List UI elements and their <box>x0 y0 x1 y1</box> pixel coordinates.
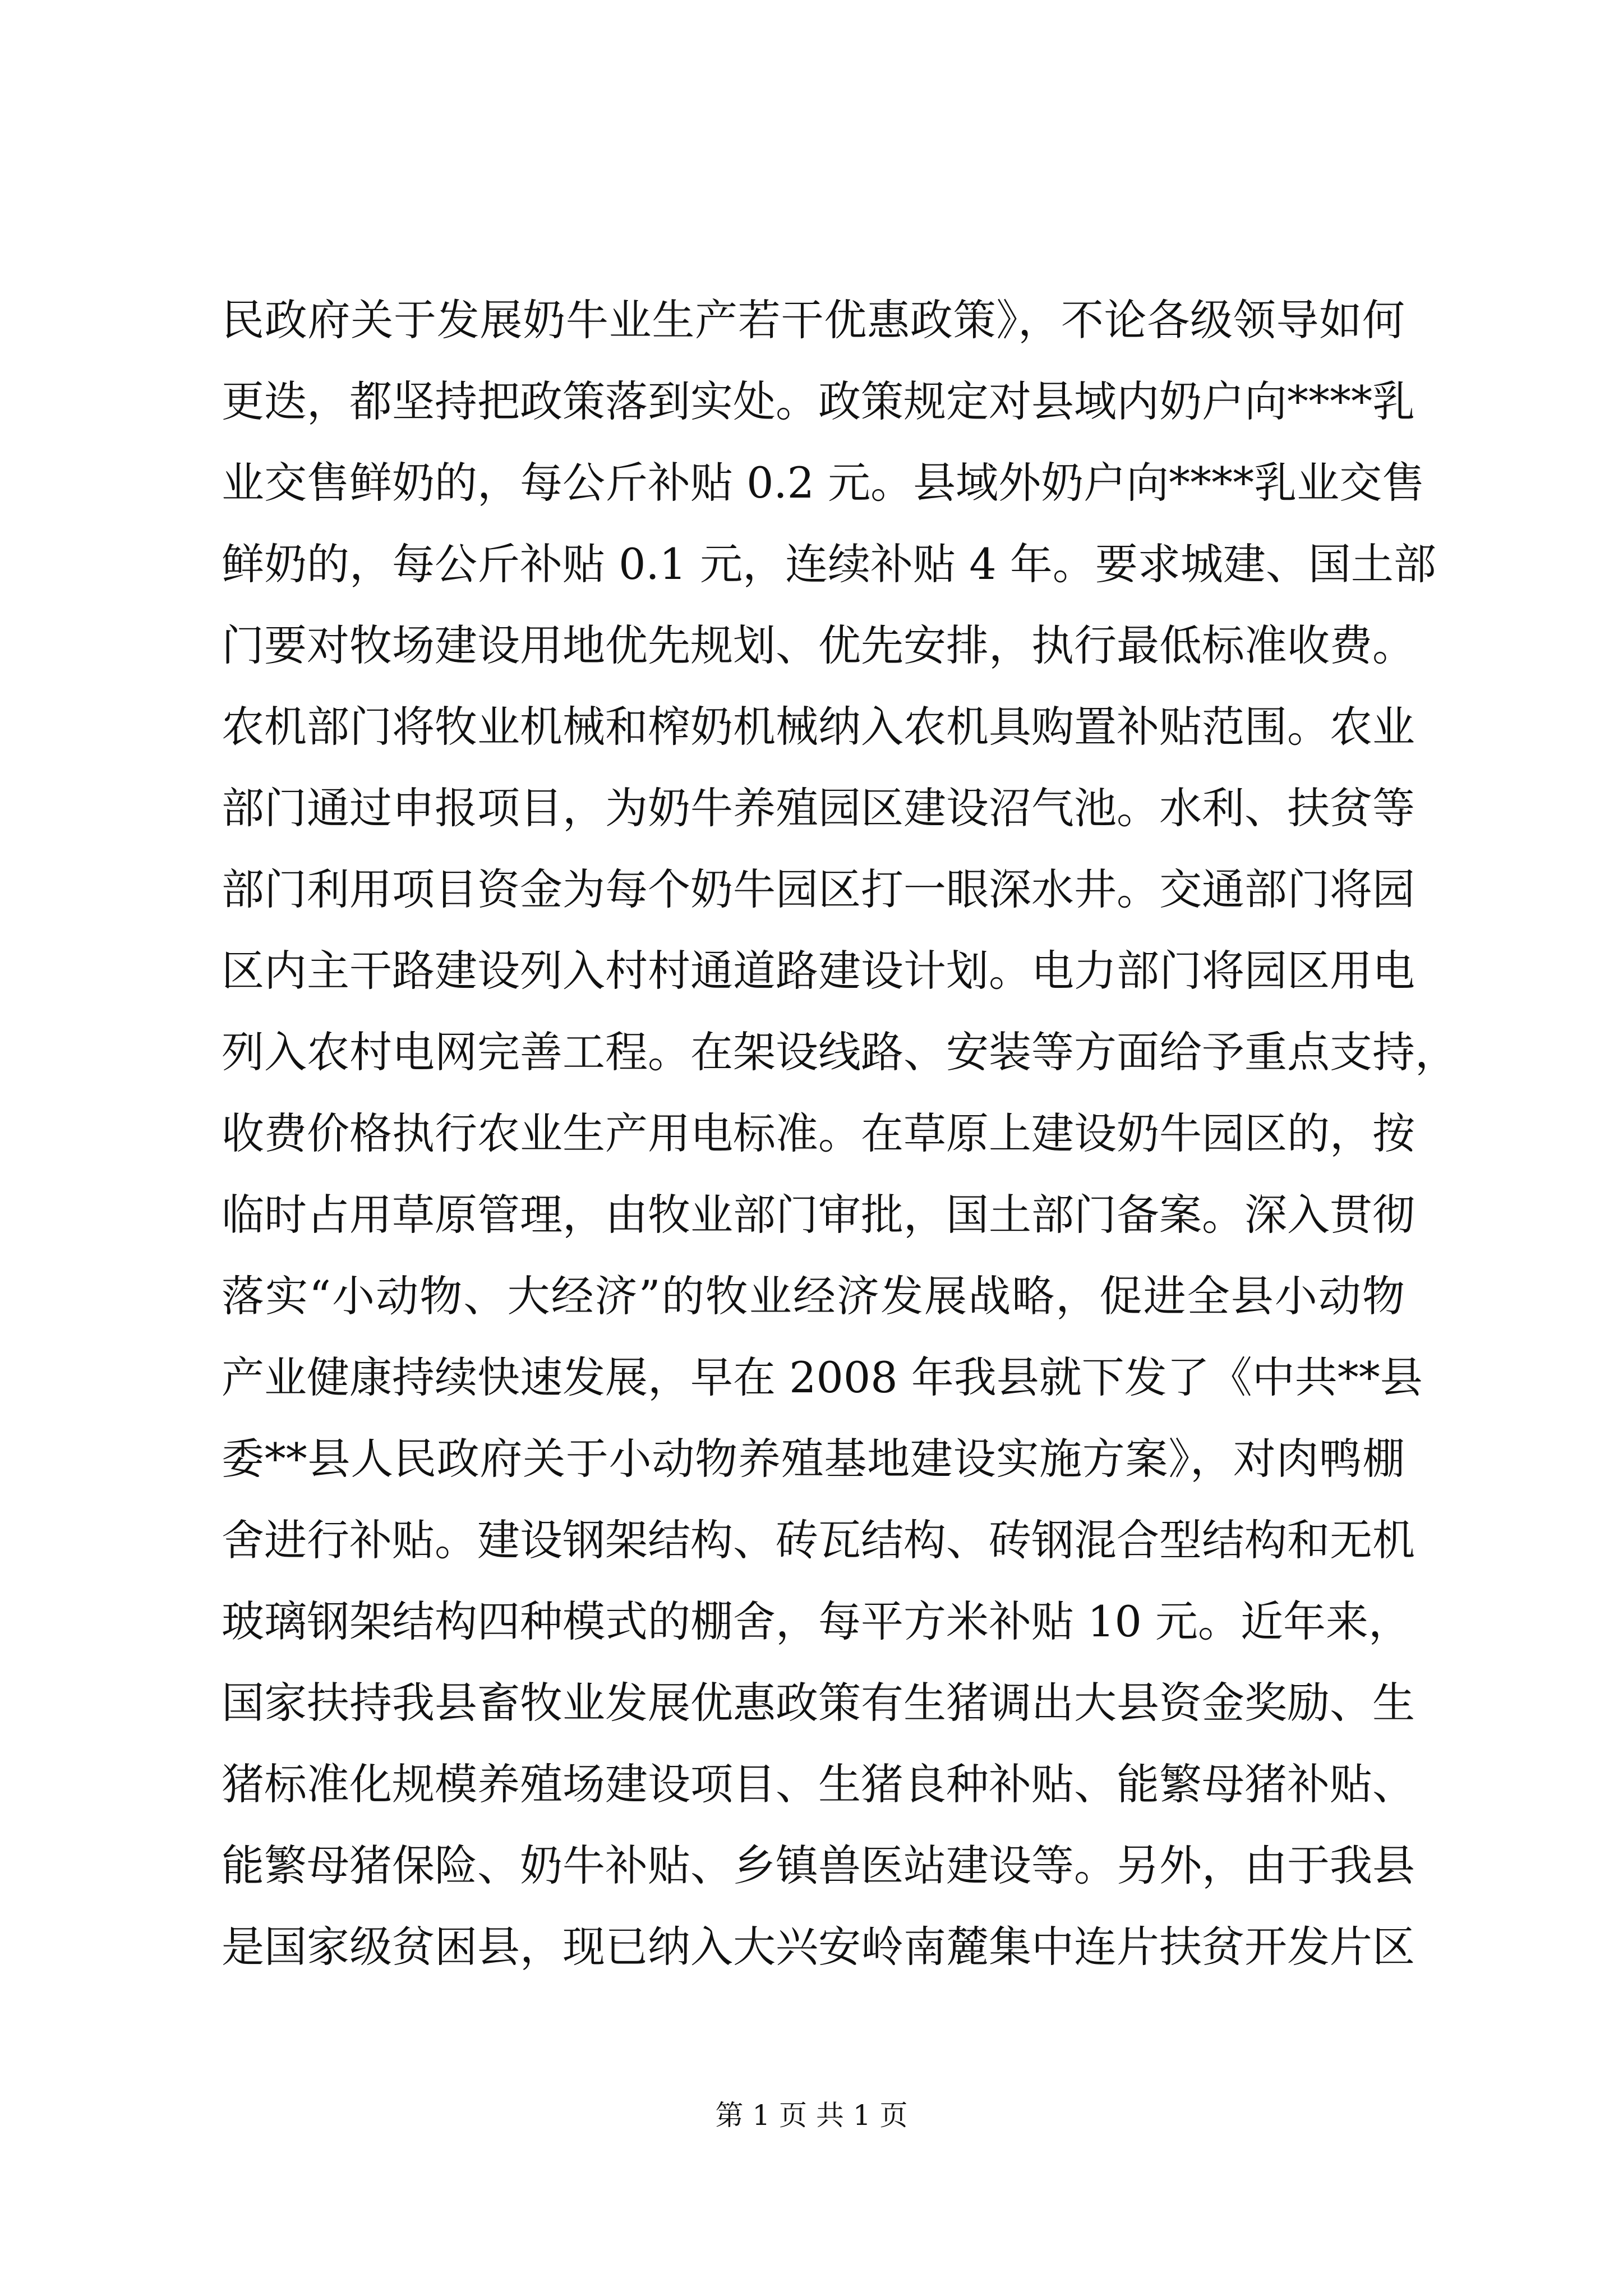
text-line: 民政府关于发展奶牛业生产若干优惠政策》，不论各级领导如何 <box>222 295 1405 345</box>
text-line: 鲜奶的，每公斤补贴 0.1 元，连续补贴 4 年。要求城建、国土部 <box>222 539 1436 589</box>
text-line: 产业健康持续快速发展，早在 2008 年我县就下发了《中共**县 <box>222 1352 1423 1402</box>
text-line: 列入农村电网完善工程。在架设线路、安装等方面给予重点支持， <box>222 1027 1458 1077</box>
text-line: 门要对牧场建设用地优先规划、优先安排，执行最低标准收费。 <box>222 620 1415 670</box>
text-line: 委**县人民政府关于小动物养殖基地建设实施方案》，对肉鸭棚 <box>222 1434 1405 1484</box>
text-line: 更迭，都坚持把政策落到实处。政策规定对县域内奶户向****乳 <box>222 376 1415 426</box>
text-line: 国家扶持我县畜牧业发展优惠政策有生猪调出大县资金奖励、生 <box>222 1678 1415 1728</box>
text-line: 临时占用草原管理，由牧业部门审批，国土部门备案。深入贯彻 <box>222 1190 1415 1240</box>
body-text <box>222 279 1458 1987</box>
text-line: 是国家级贫困县，现已纳入大兴安岭南麓集中连片扶贫开发片区 <box>222 1922 1415 1972</box>
text-line: 落实“小动物、大经济”的牧业经济发展战略，促进全县小动物 <box>222 1271 1405 1321</box>
text-line: 收费价格执行农业生产用电标准。在草原上建设奶牛园区的，按 <box>222 1108 1415 1158</box>
text-line: 猪标准化规模养殖场建设项目、生猪良种补贴、能繁母猪补贴、 <box>222 1759 1415 1809</box>
page-footer: 第 1 页 共 1 页 <box>715 2099 908 2132</box>
text-line: 业交售鲜奶的，每公斤补贴 0.2 元。县域外奶户向****乳业交售 <box>222 458 1425 508</box>
text-line: 农机部门将牧业机械和榨奶机械纳入农机具购置补贴范围。农业 <box>222 702 1415 752</box>
text-line: 部门利用项目资金为每个奶牛园区打一眼深水井。交通部门将园 <box>222 864 1415 914</box>
text-line: 舍进行补贴。建设钢架结构、砖瓦结构、砖钢混合型结构和无机 <box>222 1515 1415 1565</box>
text-line: 玻璃钢架结构四种模式的棚舍，每平方米补贴 10 元。近年来， <box>222 1596 1412 1646</box>
text-line: 区内主干路建设列入村村通道路建设计划。电力部门将园区用电 <box>222 946 1415 996</box>
text-line: 部门通过申报项目，为奶牛养殖园区建设沼气池。水利、扶贫等 <box>222 783 1415 833</box>
text-line: 能繁母猪保险、奶牛补贴、乡镇兽医站建设等。另外，由于我县 <box>222 1841 1415 1890</box>
